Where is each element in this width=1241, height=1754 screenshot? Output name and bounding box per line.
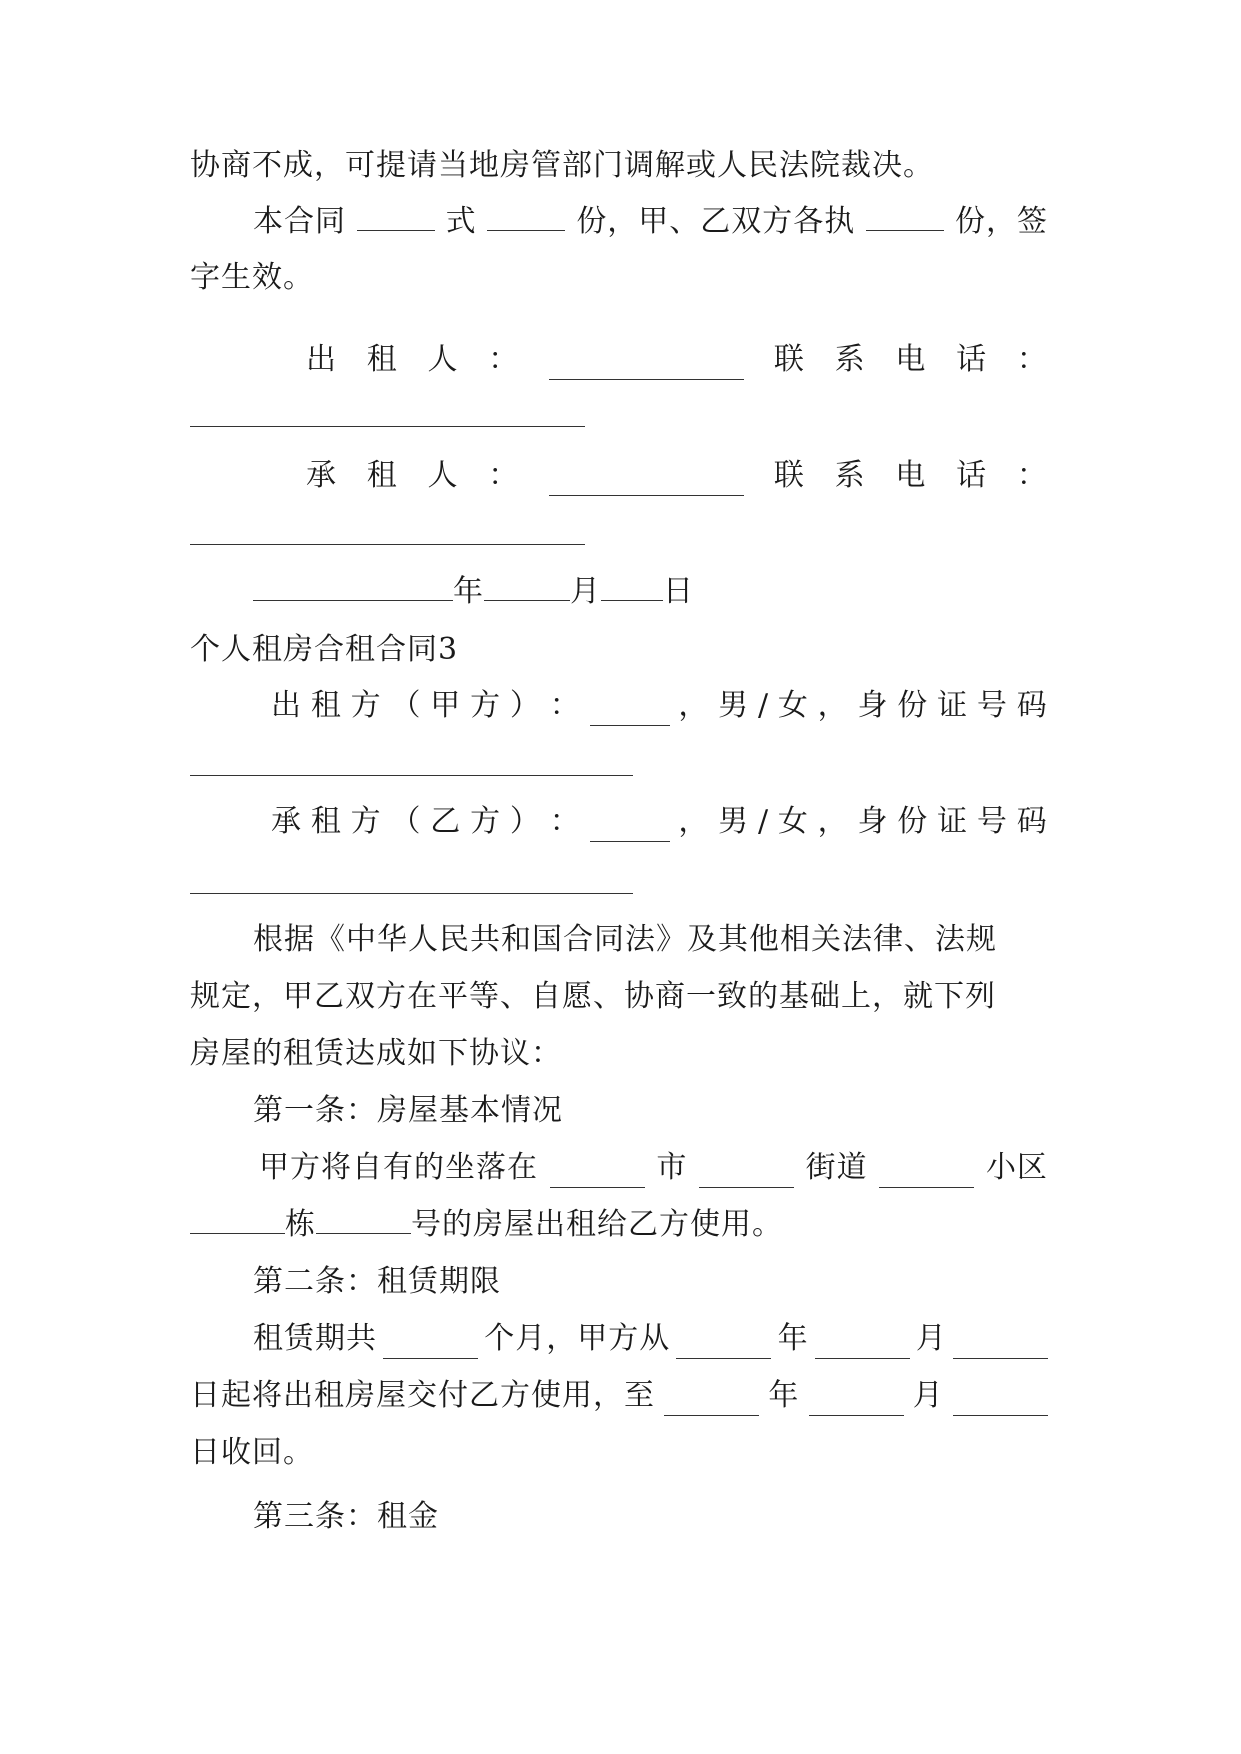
text-fragment: 月	[570, 574, 601, 609]
blank-field	[809, 1387, 904, 1416]
lessee-signature-line	[306, 456, 1048, 496]
label-char: 号	[976, 804, 1008, 839]
text-fragment: 日起将出租房屋交付乙方使用，至	[190, 1378, 655, 1413]
label-char: 租	[310, 688, 342, 723]
blank-field	[953, 1330, 1048, 1359]
copies-line	[253, 202, 1048, 242]
blank-field	[590, 813, 670, 842]
label-char: 证	[937, 804, 969, 839]
property-number-line	[190, 1205, 783, 1245]
label-char: 出	[271, 688, 302, 723]
preamble-line: 根据《中华人民共和国合同法》及其他相关法律、法规	[253, 922, 997, 957]
label-char: /	[757, 688, 770, 723]
signature-rule	[190, 426, 585, 427]
label-char: 号	[976, 688, 1008, 723]
text-fragment: 份，签	[954, 204, 1048, 239]
text-fragment: 份，甲、乙双方各执	[576, 204, 856, 239]
label-char: 证	[937, 688, 969, 723]
lease-term-line	[253, 1319, 1048, 1359]
label-char: ：	[549, 804, 581, 839]
label-char: 份	[897, 804, 929, 839]
text-fragment: 小区	[985, 1150, 1048, 1185]
label-char: 方	[350, 688, 382, 723]
blank-field	[316, 1205, 411, 1234]
label-char: 女	[777, 688, 809, 723]
party-b-line	[271, 802, 1048, 842]
label-char: ：	[488, 458, 520, 493]
property-location-line	[259, 1148, 1048, 1188]
text-line: 日收回。	[190, 1435, 314, 1470]
text-fragment: 街道	[805, 1150, 868, 1185]
label-char: 租	[310, 804, 342, 839]
preamble-line: 规定，甲乙双方在平等、自愿、协商一致的基础上，就下列	[190, 979, 996, 1014]
blank-field	[699, 1159, 794, 1188]
date-line	[253, 572, 694, 612]
lessor-signature-line	[306, 340, 1048, 380]
text-fragment: 栋	[285, 1207, 316, 1242]
label-char: 承	[271, 804, 302, 839]
preamble-line: 房屋的租赁达成如下协议：	[190, 1036, 562, 1071]
text-fragment: 号的房屋出租给乙方使用。	[411, 1207, 783, 1242]
label-char: 出	[306, 342, 337, 377]
label-char: 话	[956, 458, 988, 493]
text-fragment: 年	[453, 574, 484, 609]
label-char: ，	[678, 688, 710, 723]
label-char: 方	[350, 804, 382, 839]
blank-field	[357, 202, 435, 231]
blank-field	[484, 572, 570, 601]
label-char: （	[390, 688, 422, 723]
label-char: 女	[777, 804, 809, 839]
lease-term-line	[190, 1376, 1048, 1416]
label-char: 份	[897, 688, 929, 723]
label-char: 码	[1016, 688, 1048, 723]
blank-field	[953, 1387, 1048, 1416]
blank-field	[487, 202, 565, 231]
label-char: 方	[470, 688, 502, 723]
blank-field	[253, 572, 453, 601]
text-line: 字生效。	[190, 260, 314, 295]
blank-field	[550, 1159, 645, 1188]
party-a-line	[271, 686, 1048, 726]
label-char: ）	[509, 804, 541, 839]
blank-field	[549, 351, 744, 380]
label-char: 电	[895, 458, 927, 493]
blank-field	[866, 202, 944, 231]
label-char: ：	[549, 688, 581, 723]
text-fragment: 月	[915, 1321, 947, 1356]
text-fragment: 租赁期共	[253, 1321, 377, 1356]
label-char: 租	[366, 342, 398, 377]
blank-field	[879, 1159, 974, 1188]
label-char: ）	[509, 688, 541, 723]
id-number-rule	[190, 775, 633, 776]
blank-field	[190, 1205, 285, 1234]
label-char: 话	[956, 342, 988, 377]
article-heading: 第二条：租赁期限	[253, 1264, 501, 1299]
article-heading: 第三条：租金	[253, 1499, 439, 1534]
blank-field	[383, 1330, 478, 1359]
label-char: （	[390, 804, 422, 839]
label-char: 系	[834, 458, 866, 493]
label-char: 身	[857, 804, 889, 839]
text-fragment: 甲方将自有的坐落在	[259, 1150, 538, 1185]
label-char: 码	[1016, 804, 1048, 839]
signature-rule	[190, 544, 585, 545]
text-fragment: 年	[777, 1321, 809, 1356]
text-fragment: 日	[663, 574, 694, 609]
label-char: ：	[1016, 458, 1048, 493]
text-fragment: 年	[768, 1378, 800, 1413]
label-char: ，	[817, 688, 849, 723]
label-char: ，	[817, 804, 849, 839]
label-char: 电	[895, 342, 927, 377]
label-char: 租	[366, 458, 398, 493]
label-char: ：	[488, 342, 520, 377]
label-char: 联	[773, 458, 805, 493]
blank-field	[676, 1330, 771, 1359]
label-char: ：	[1016, 342, 1048, 377]
label-char: ，	[678, 804, 710, 839]
label-char: 方	[470, 804, 502, 839]
article-heading: 第一条：房屋基本情况	[253, 1093, 563, 1128]
id-number-rule	[190, 893, 633, 894]
label-char: /	[757, 804, 770, 839]
blank-field	[590, 697, 670, 726]
text-fragment: 本合同	[253, 204, 346, 239]
blank-field	[815, 1330, 910, 1359]
label-char: 甲	[430, 688, 462, 723]
label-char: 人	[427, 458, 459, 493]
text-line: 协商不成，可提请当地房管部门调解或人民法院裁决。	[190, 148, 934, 183]
contract-heading: 个人租房合租合同3	[190, 632, 459, 667]
label-char: 男	[718, 804, 750, 839]
label-char: 人	[427, 342, 459, 377]
text-fragment: 市	[656, 1150, 688, 1185]
label-char: 联	[773, 342, 805, 377]
blank-field	[601, 572, 663, 601]
text-fragment: 式	[445, 204, 477, 239]
label-char: 乙	[430, 804, 462, 839]
label-char: 男	[718, 688, 750, 723]
label-char: 身	[857, 688, 889, 723]
text-fragment: 月	[912, 1378, 944, 1413]
blank-field	[664, 1387, 759, 1416]
label-char: 承	[306, 458, 337, 493]
blank-field	[549, 467, 744, 496]
label-char: 系	[834, 342, 866, 377]
text-fragment: 个月，甲方从	[484, 1321, 671, 1356]
